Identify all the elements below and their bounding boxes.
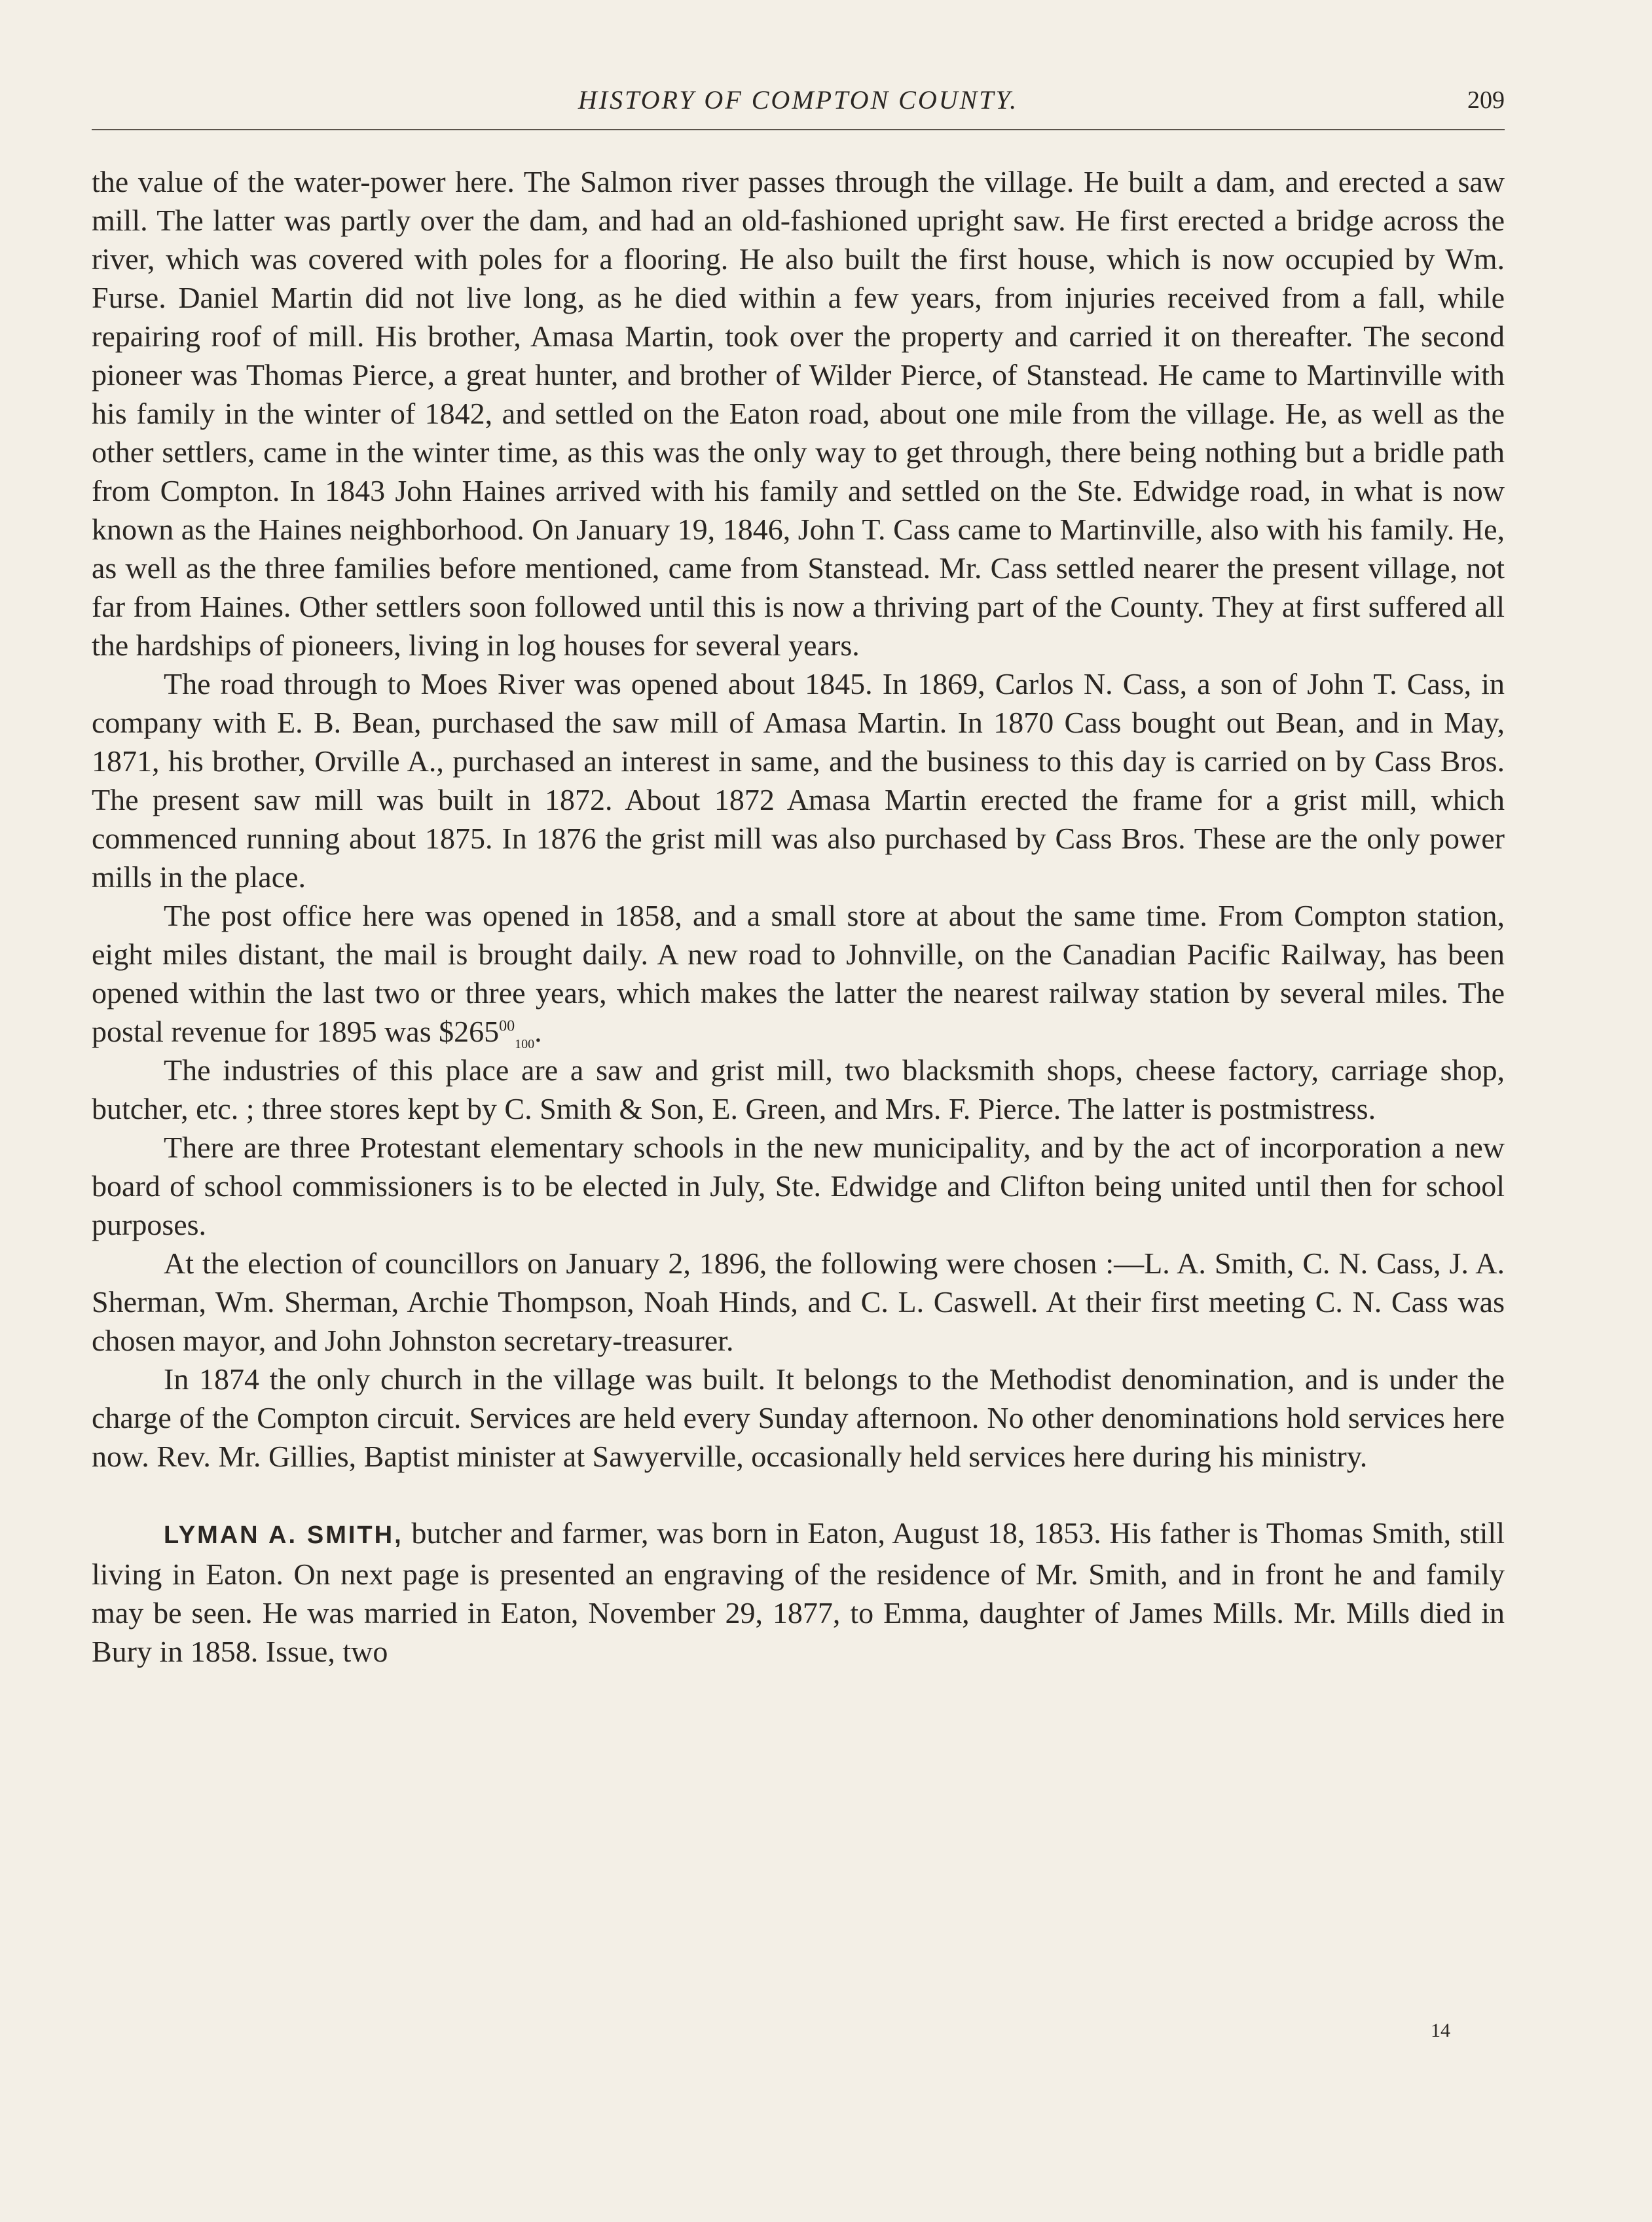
revenue-fraction-numerator: 00 <box>499 1017 515 1035</box>
running-title: HISTORY OF COMPTON COUNTY. <box>578 85 1019 115</box>
paragraph-industries: The industries of this place are a saw and grist mill, two blacksmith shops, cheese factory, carriage shop, butcher, etc. ; three stores kept by C. Smith & Son, E. Green, and Mrs. F. Pierce. The latter is postmistress. <box>92 1053 1505 1125</box>
post-office-end: . <box>534 1015 542 1048</box>
signature-mark: 14 <box>1431 2020 1450 2041</box>
paragraph-church: In 1874 the only church in the village was built. It belongs to the Methodist denomination, and is under the charge of the Compton circuit. Services are held every Sunday afternoon. No other denominations hold services here now. Rev. Mr. Gillies, Baptist minister at Sawyerville, occasionally held services here during his ministry. <box>92 1362 1505 1473</box>
body-text <box>92 162 1505 1671</box>
paragraph-councillors: At the election of councillors on January 2, 1896, the following were chosen :—L. A. Smith, C. N. Cass, J. A. Sherman, Wm. Sherman, Archie Thompson, Noah Hinds, and C. L. Caswell. At their first meeting C. N. Cass was chosen mayor, and John Johnston secretary-treasurer. <box>92 1247 1505 1357</box>
paragraph-schools: There are three Protestant elementary schools in the new municipality, and by the act of incorporation a new board of school commissioners is to be elected in July, Ste. Edwidge and Clifton being united until then for school purposes. <box>92 1131 1505 1241</box>
paragraph-mills: The road through to Moes River was opened about 1845. In 1869, Carlos N. Cass, a son of John T. Cass, in company with E. B. Bean, purchased the saw mill of Amasa Martin. In 1870 Cass bought out Bean, and in May, 1871, his brother, Orville A., purchased an interest in same, and the business to this day is carried on by Cass Bros. The present saw mill was built in 1872. About 1872 Amasa Martin erected the frame for a grist mill, which commenced running about 1875. In 1876 the grist mill was also purchased by Cass Bros. These are the only power mills in the place. <box>92 667 1505 894</box>
page-number: 209 <box>1467 86 1505 114</box>
paragraph-martinville-settlers: the value of the water-power here. The Salmon river passes through the village. He built a dam, and erected a saw mill. The latter was partly over the dam, and had an old-fashioned upright saw. He first erected a bridge across the river, which was covered with poles for a flooring. He also built the first house, which is now occupied by Wm. Furse. Daniel Martin did not live long, as he died within a few years, from injuries received from a fall, while repairing roof of mill. His brother, Amasa Martin, took over the property and carried it on thereafter. The second pioneer was Thomas Pierce, a great hunter, and brother of Wilder Pierce, of Stanstead. He came to Martinville with his family in the winter of 1842, and settled on the Eaton road, about one mile from the village. He, as well as the other settlers, came in the winter time, as this was the only way to get through, there being nothing but a bridle path from Compton. In 1843 John Haines arrived with his family and settled on the Ste. Edwidge road, in what is now known as the Haines neighborhood. On January 19, 1846, John T. Cass came to Martinville, also with his family. He, as well as the three families before mentioned, came from Stanstead. Mr. Cass settled nearer the present village, not far from Haines. Other settlers soon followed until this is now a thriving part of the County. They at first suffered all the hardships of pioneers, living in log houses for several years. <box>92 165 1505 662</box>
revenue-fraction-denominator: 100 <box>515 1037 535 1052</box>
running-head <box>92 77 1505 123</box>
paragraph-biography <box>92 1514 1505 1671</box>
header-rule <box>92 129 1505 130</box>
post-office-text: The post office here was opened in 1858, and a small store at about the same time. From Compton station, eight miles distant, the mail is brought daily. A new road to Johnville, on the Canadian Pacific Railway, has been opened within the last two or three years, which makes the latter the nearest railway station by several miles. The postal revenue for 1895 was $265 <box>92 899 1505 1048</box>
paragraph-post-office <box>92 896 1505 1051</box>
biography-name: LYMAN A. SMITH, <box>164 1521 403 1549</box>
biography-text: butcher and farmer, was born in Eaton, August 18, 1853. His father is Thomas Smith, still living in Eaton. On next page is presented an engraving of the residence of Mr. Smith, and in front he and family may be seen. He was married in Eaton, November 29, 1877, to Emma, daughter of James Mills. Mr. Mills died in Bury in 1858. Issue, two <box>92 1516 1505 1668</box>
